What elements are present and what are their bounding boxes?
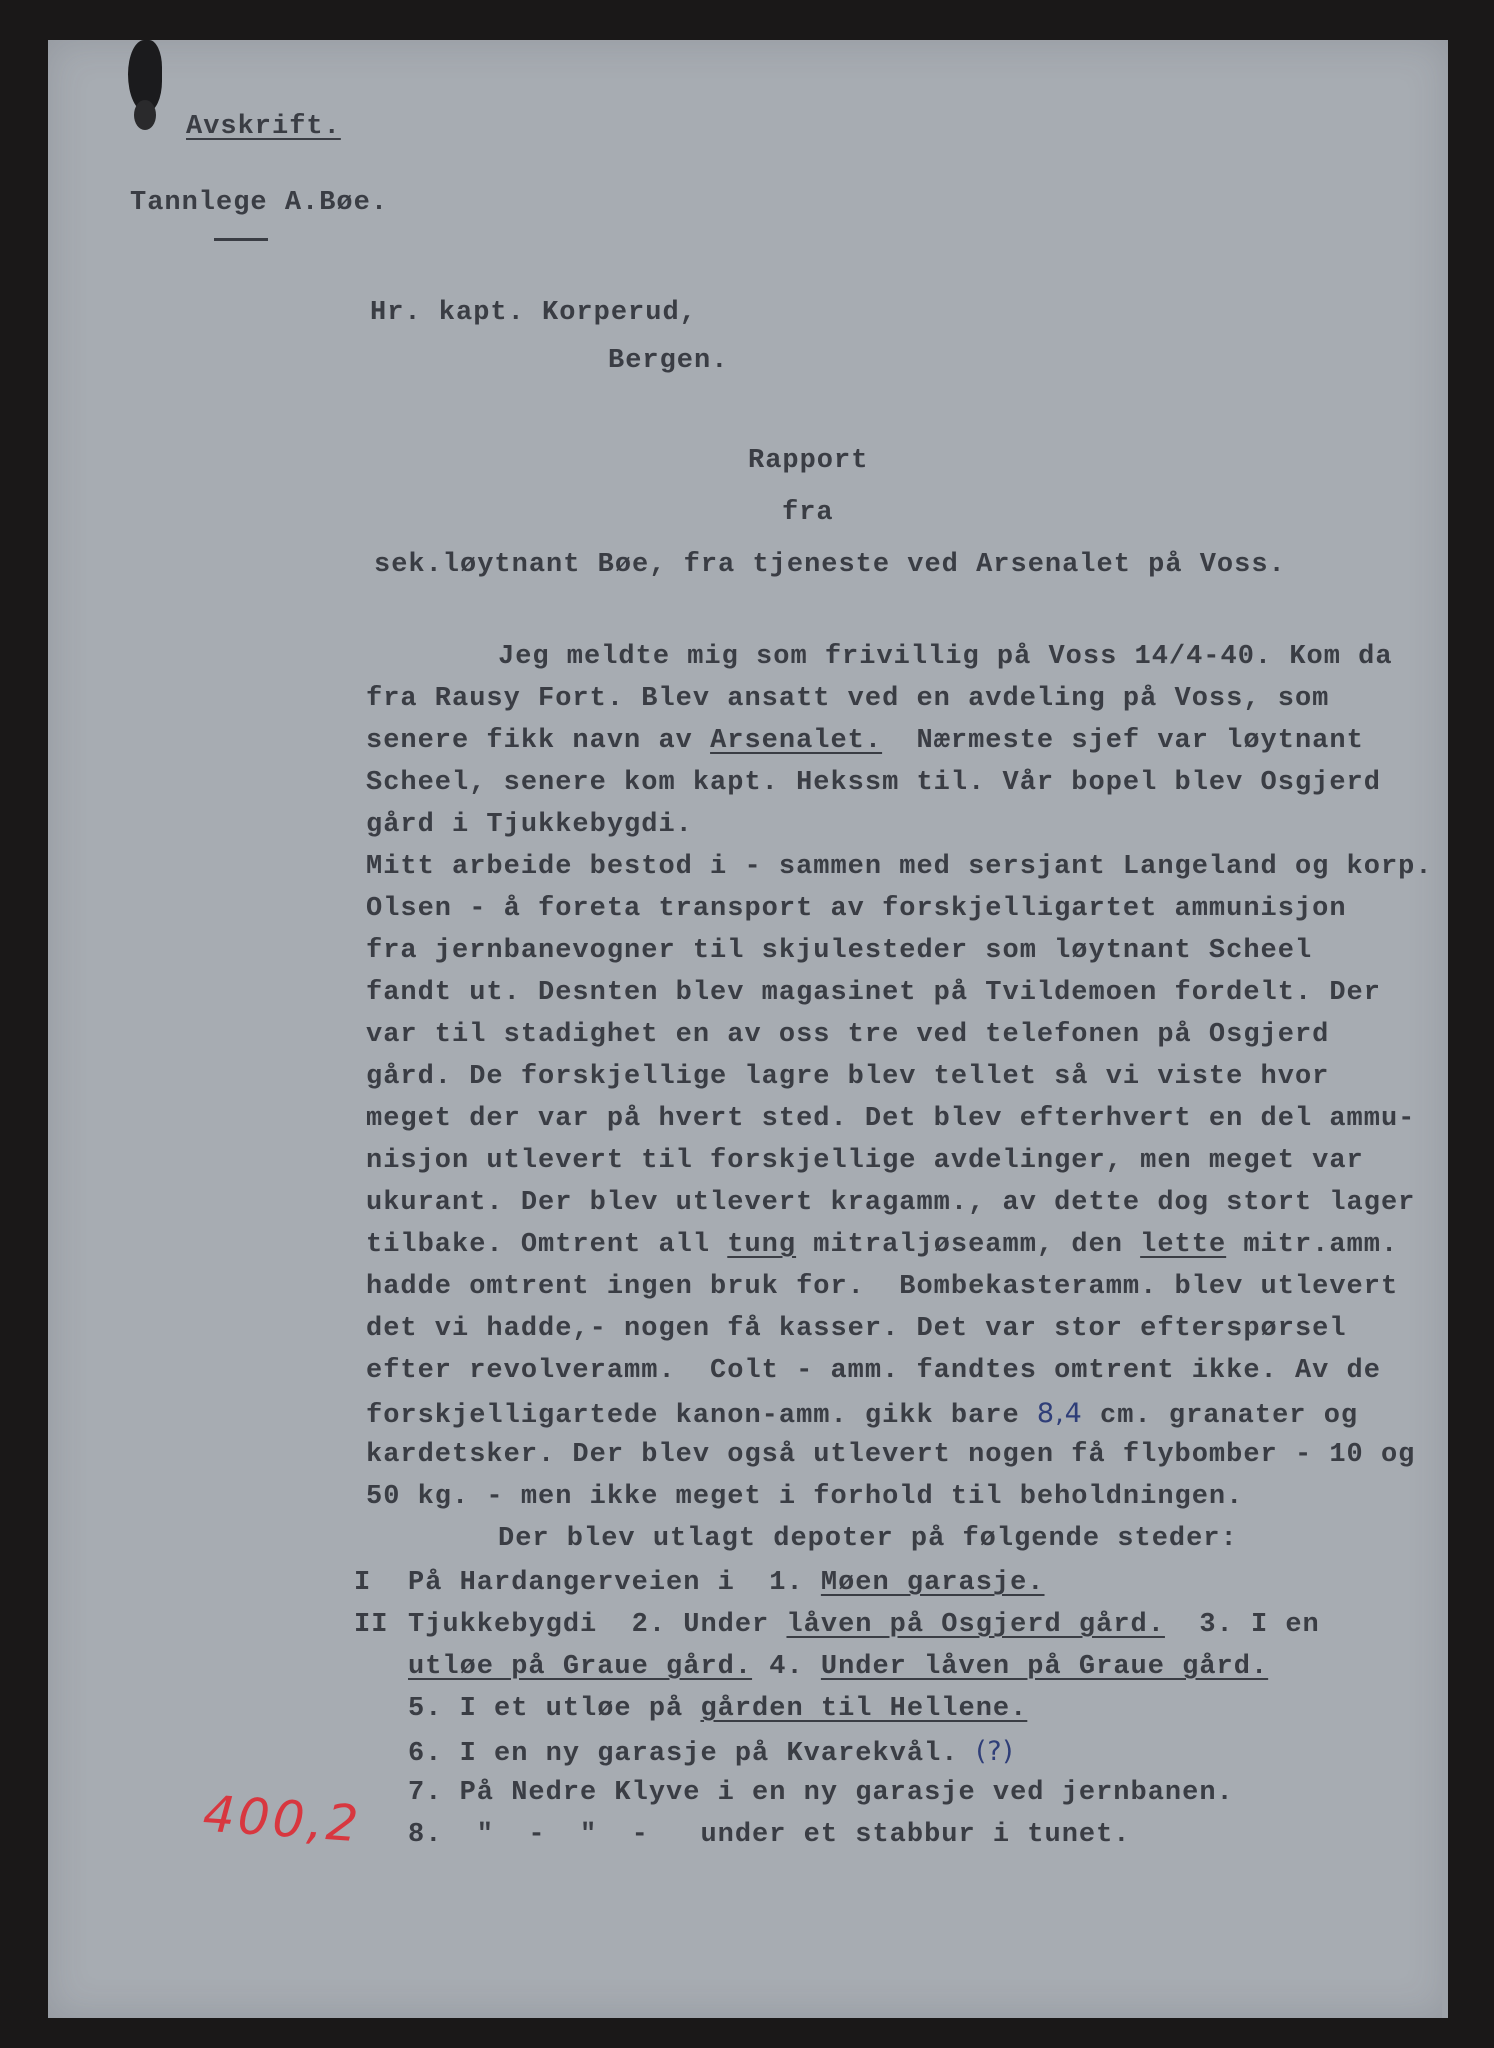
report-subject: sek.løytnant Bøe, fra tjeneste ved Arsenalet på Voss.: [374, 550, 1286, 580]
list-roman: I: [354, 1568, 372, 1598]
body-line: Mitt arbeide bestod i - sammen med sersjant Langeland og korp.: [366, 852, 1433, 882]
body-line: tilbake. Omtrent all tung mitraljøseamm, den lette mitr.amm.: [366, 1230, 1399, 1260]
body-line: Scheel, senere kom kapt. Hekssm til. Vår bopel blev Osgjerd: [366, 768, 1381, 798]
depot-intro: Der blev utlagt depoter på følgende steder:: [498, 1524, 1238, 1554]
body-line: fandt ut. Desnten blev magasinet på Tvildemoen fordelt. Der: [366, 978, 1381, 1008]
handwritten-correction: 8,4: [1036, 1398, 1083, 1429]
body-line: gård. De forskjellige lagre blev tellet så vi viste hvor: [366, 1062, 1330, 1092]
document-page: [48, 40, 1448, 2018]
recipient-name: Hr. kapt. Korperud,: [370, 298, 697, 328]
body-line: Olsen - å foreta transport av forskjelligartet ammunisjon: [366, 894, 1347, 924]
ink-drip: [134, 100, 156, 130]
body-line: forskjelligartede kanon-amm. gikk bare 8,4 cm. granater og: [366, 1398, 1359, 1431]
body-line: senere fikk navn av Arsenalet. Nærmeste sjef var løytnant: [366, 726, 1364, 756]
report-heading-fra: fra: [782, 498, 834, 528]
list-item: 7. På Nedre Klyve i en ny garasje ved jernbanen.: [408, 1778, 1234, 1808]
body-line: det vi hadde,- nogen få kasser. Det var stor efterspørsel: [366, 1314, 1347, 1344]
list-item: 6. I en ny garasje på Kvarekvål. (?): [408, 1736, 1015, 1769]
body-line: ukurant. Der blev utlevert kragamm., av dette dog stort lager: [366, 1188, 1416, 1218]
list-item: Tjukkebygdi 2. Under låven på Osgjerd gård. 3. I en: [408, 1610, 1320, 1640]
body-line: fra jernbanevogner til skjulesteder som løytnant Scheel: [366, 936, 1313, 966]
list-item: 5. I et utløe på gården til Hellene.: [408, 1694, 1028, 1724]
body-line: hadde omtrent ingen bruk for. Bombekasteramm. blev utlevert: [366, 1272, 1399, 1302]
archive-number-stamp: 400,2: [201, 1784, 363, 1854]
sender-rule: [214, 238, 268, 241]
list-item: utløe på Graue gård. 4. Under låven på Graue gård.: [408, 1652, 1269, 1682]
body-line: 50 kg. - men ikke meget i forhold til beholdningen.: [366, 1482, 1244, 1512]
body-line: Jeg meldte mig som frivillig på Voss 14/4-40. Kom da: [498, 642, 1393, 672]
body-line: var til stadighet en av oss tre ved telefonen på Osgjerd: [366, 1020, 1330, 1050]
recipient-city: Bergen.: [608, 346, 729, 376]
document-title: Avskrift.: [186, 112, 341, 142]
report-heading: Rapport: [748, 446, 869, 476]
list-item: 8. " - " - under et stabbur i tunet.: [408, 1820, 1131, 1850]
body-line: efter revolveramm. Colt - amm. fandtes omtrent ikke. Av de: [366, 1356, 1381, 1386]
body-line: fra Rausy Fort. Blev ansatt ved en avdeling på Voss, som: [366, 684, 1330, 714]
body-line: gård i Tjukkebygdi.: [366, 810, 693, 840]
handwritten-question: (?): [975, 1736, 1015, 1767]
sender-line: Tannlege A.Bøe.: [130, 188, 389, 218]
body-line: kardetsker. Der blev også utlevert nogen få flybomber - 10 og: [366, 1440, 1416, 1470]
list-item: På Hardangerveien i 1. Møen garasje.: [408, 1568, 1045, 1598]
body-line: meget der var på hvert sted. Det blev efterhvert en del ammu-: [366, 1104, 1416, 1134]
body-line: nisjon utlevert til forskjellige avdelinger, men meget var: [366, 1146, 1364, 1176]
list-roman: II: [354, 1610, 389, 1640]
